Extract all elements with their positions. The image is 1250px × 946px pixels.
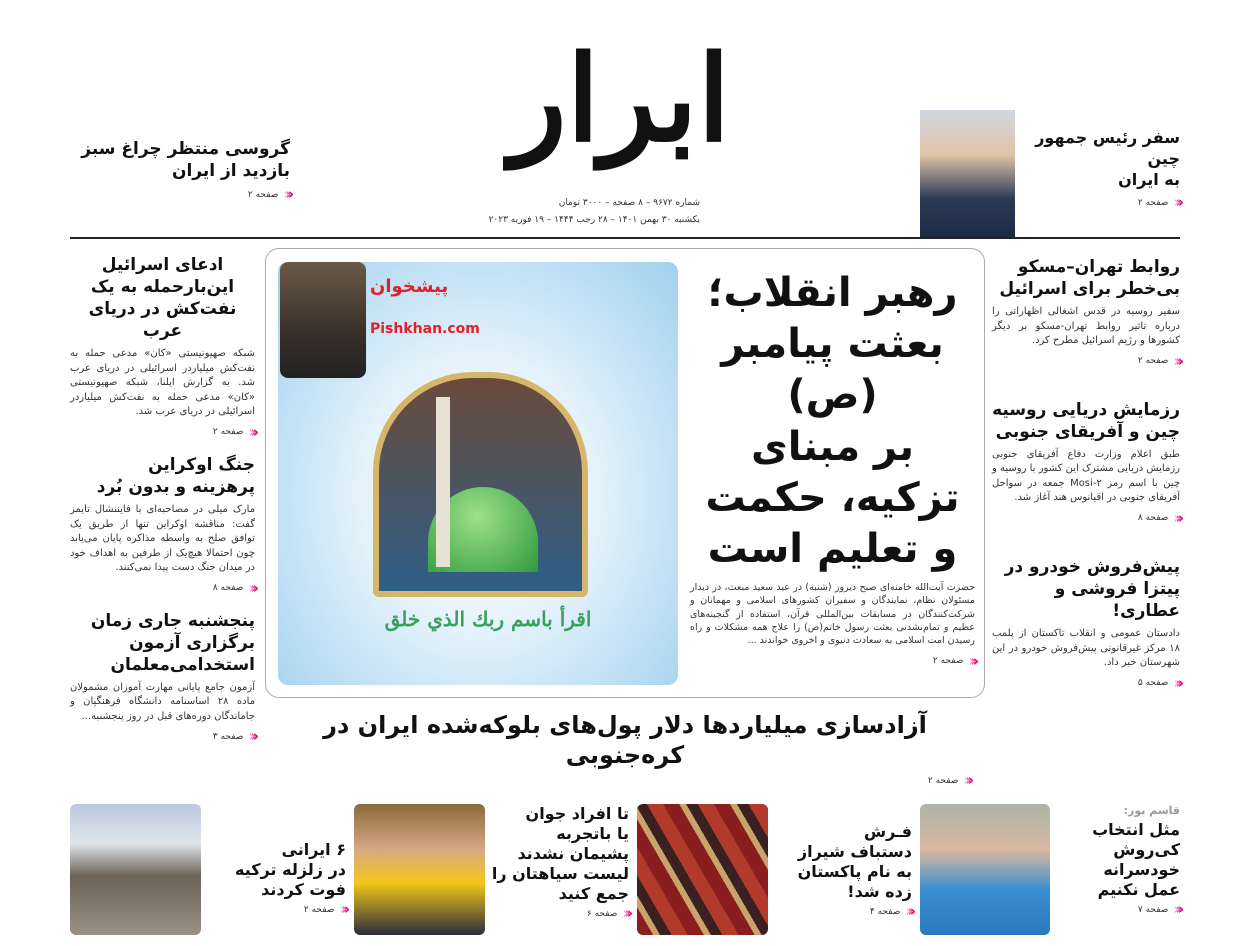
story-teacher-exam[interactable]: پنجشنبه جاری زمان برگزاری آزمون استخدامی‌معلمان آزمون جامع پایانی مهارت آموزان مشمولان ماده ۲۸ اساسنامه دانشگاه فرهنگیان و جاماندگان دوره‌های قبل در روز پنجشنبه... صفحه ۳ ‹‹‹	[70, 610, 255, 746]
masthead-rule	[70, 237, 1180, 239]
xi-jinping-photo	[920, 110, 1015, 237]
chevrons-icon: ‹‹‹	[248, 422, 255, 441]
top-left-headline[interactable]: گروسی منتظر چراغ سبز بازدید از ایران	[81, 139, 290, 182]
page-ref[interactable]: صفحه ۳ ‹‹‹	[212, 727, 255, 746]
top-right-page-ref[interactable]: صفحه ۲ ‹‹‹	[1137, 193, 1180, 212]
bottom-story-1[interactable]: قاسم پور: مثل انتخاب کی‌روش خودسرانه عمل نکنیم صفحه ۷ ‹‹‹	[1056, 804, 1180, 917]
chevrons-icon: ‹‹‹	[283, 185, 290, 204]
chevrons-icon: ‹‹‹	[248, 727, 255, 746]
chevrons-icon: ‹‹‹	[1173, 673, 1180, 692]
page-ref[interactable]: صفحه ۷ ‹‹‹	[1137, 900, 1180, 918]
chevrons-icon: ‹‹‹	[339, 900, 346, 918]
chevrons-icon: ‹‹‹	[905, 902, 912, 920]
banner-headline[interactable]: آزادسازی میلیاردها دلار پول‌های بلوکه‌شده ایران در کره‌جنوبی	[323, 711, 927, 769]
calligraphy: اقرأ باسم ربك الذي خلق	[384, 607, 592, 631]
ghasempour-photo	[920, 804, 1050, 935]
earthquake-photo	[70, 804, 201, 935]
chevrons-icon: ‹‹‹	[1173, 508, 1180, 527]
top-left-page-ref[interactable]: صفحه ۲ ‹‹‹	[247, 185, 290, 204]
page-ref[interactable]: صفحه ۸ ‹‹‹	[212, 578, 255, 597]
story-israel-tanker[interactable]: ادعای اسرائیل این‌بارحمله به یک نفت‌کش در دریای عرب شبکه صهیونیستی «کان» مدعی حمله به نفت‌کش میلیاردر اسرائیلی در دریای عرب شد. به گزارش ایلنا، شبکه صهیونیستی «کان» مدعی حمله به نفت‌کش میلیاردر اسرائیلی در دریای عرب شد. صفحه ۲ ‹‹‹	[70, 255, 255, 441]
bottom-story-4[interactable]: ۶ ایرانی در زلزله ترکیه فوت کردند صفحه ۲ ‹‹‹	[206, 840, 346, 917]
page-ref[interactable]: صفحه ۲ ‹‹‹	[212, 422, 255, 441]
carpet-photo	[637, 804, 768, 935]
mabath-illustration	[278, 262, 678, 685]
lead-body: حضرت آیت‌الله خامنه‌ای صبح دیروز (شنبه) در عید سعید مبعث، در دیدار مسئولان نظام، نمایندگان و سفیران کشورهای اسلامی و مهمانان و شرکت‌کنندگان در مسابقات بین‌المللی قرآن، استفاده از گنجینه‌های عظیم و تمام‌نشدنی بعثت رسول خاتم(ص) را علاج همه مشکلات و راه رسیدن امت اسلامی به سعادت دنیوی و اخروی خواندند ...	[690, 582, 975, 647]
page-ref[interactable]: صفحه ۸ ‹‹‹	[1137, 508, 1180, 527]
story-car-presale[interactable]: پیش‌فروش خودرو در پیتزا فروشی و عطاری! دادستان عمومی و انقلاب تاکستان از پلمب ۱۸ مرکز غیرقانونی پیش‌فروش خودرو در این شهرستان خبر داد. صفحه ۵ ‹‹‹	[992, 556, 1180, 692]
story-tehran-moscow[interactable]: روابط تهران–مسکو بی‌خطر برای اسرائیل سفیر روسیه در قدس اشغالی اظهاراتی را درباره تاثیر روابط تهران-مسکو بر دیگر کشورها و رژیم اسرائیل مطرح کرد. صفحه ۲ ‹‹‹	[992, 257, 1180, 370]
minaret	[436, 397, 450, 567]
chevrons-icon: ‹‹‹	[1173, 193, 1180, 212]
chevrons-icon: ‹‹‹	[1173, 900, 1180, 918]
story-naval-drill[interactable]: رزمایش دریایی روسیه چین و آفریقای جنوبی طبق اعلام وزارت دفاع آفریقای جنوبی رزمایش دریایی مشترک این کشور با روسیه و چین با اسم رمز Mosi-۲ جمعه در سواحل آفریقای جنوبی در اقیانوس هند آغاز شد. صفحه ۸ ‹‹‹	[992, 399, 1181, 527]
bottom-story-2[interactable]: فـرش دستباف شیراز به نام پاکستان زده شد! صفحه ۴ ‹‹‹	[772, 822, 912, 919]
chevrons-icon: ‹‹‹	[248, 578, 255, 597]
watermark-url: Pishkhan.com	[370, 321, 480, 337]
page-ref[interactable]: صفحه ۵ ‹‹‹	[1137, 673, 1180, 692]
lead-page-ref[interactable]: صفحه ۲ ‹‹‹	[932, 651, 975, 670]
left-column	[70, 254, 255, 744]
page-ref[interactable]: صفحه ۲ ‹‹‹	[1137, 351, 1180, 370]
banner-story[interactable]	[280, 710, 970, 788]
chevrons-icon: ‹‹‹	[622, 904, 629, 922]
lead-headline[interactable]: رهبر انقلاب؛ بعثت پیامبر (ص) بر مبنای تزکیه، حکمت و تعلیم است	[705, 270, 960, 572]
bottom-story-3[interactable]: تا افراد جوان یا باتجربه پشیمان نشدند لیست سیاهتان را جمع کنید صفحه ۶ ‹‹‹	[489, 804, 629, 921]
date-line: یکشنبه ۳۰ بهمن ۱۴۰۱ – ۲۸ رجب ۱۴۴۴ – ۱۹ فوریه ۲۰۲۳	[488, 215, 700, 225]
page-ref[interactable]: صفحه ۲ ‹‹‹	[303, 900, 346, 918]
chevrons-icon: ‹‹‹	[1173, 351, 1180, 370]
top-right-headline[interactable]: سفر رئیس جمهور چین به ایران	[1035, 128, 1180, 189]
page-ref[interactable]: صفحه ۶ ‹‹‹	[586, 904, 629, 922]
man-yellow-shirt-photo	[354, 804, 485, 935]
chevrons-icon: ‹‹‹	[968, 651, 975, 670]
masthead-logo: ابرار	[509, 29, 731, 168]
banner-page-ref[interactable]: صفحه ۲ ‹‹‹	[927, 771, 970, 789]
lead-text	[690, 268, 975, 669]
right-column	[992, 256, 1180, 691]
story-ukraine-war[interactable]: جنگ اوکراین پرهزینه و بدون بُرد مارک میلی در مصاحبه‌ای با فایننشال تایمز گفت: مناقشه اوکراین تنها از طریق یک توافق صلح به واسطه مذاکره پایان می‌یابد چون احتمالا هیچ‌یک از طرفین به اهداف خود در میدان جنگ دست پیدا نمی‌کنند. صفحه ۸ ‹‹‹	[70, 454, 255, 597]
chevrons-icon: ‹‹‹	[963, 771, 970, 789]
top-left-story[interactable]	[70, 138, 290, 202]
watermark: پیشخوان	[370, 276, 449, 297]
top-right-story[interactable]	[1020, 128, 1180, 210]
page-ref[interactable]: صفحه ۴ ‹‹‹	[869, 902, 912, 920]
portrait-photo	[280, 262, 366, 378]
issue-line: شماره ۹۶۷۲ – ۸ صفحه – ۳۰۰۰ تومان	[558, 198, 700, 208]
